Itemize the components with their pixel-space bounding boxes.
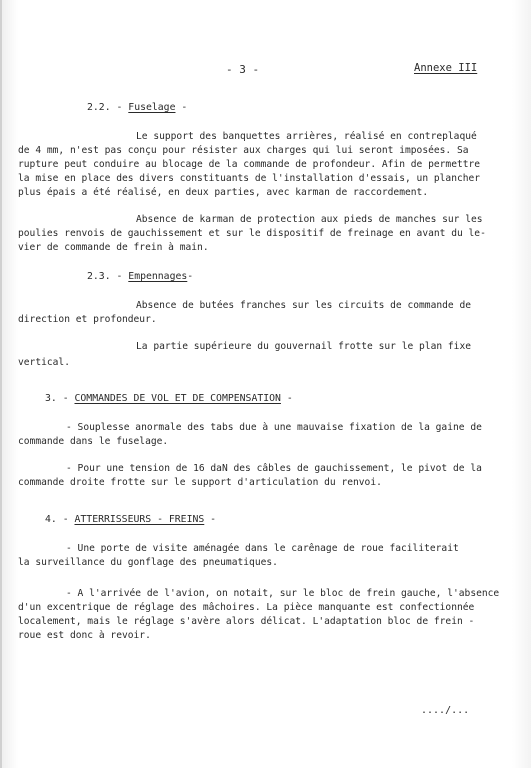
paragraph-line: de 4 mm, n'est pas conçu pour résister aux charges qui lui seront imposées. Sa — [18, 145, 469, 156]
scan-edge-shadow — [0, 0, 2, 768]
paragraph-line: d'un excentrique de réglage des mâchoires. La pièce manquante est confectionnée — [18, 602, 475, 613]
paragraph-line: commande dans le fuselage. — [18, 436, 169, 447]
section-number: 2.3. - — [87, 271, 129, 282]
paragraph-line: - Une porte de visite aménagée dans le carênage de roue faciliterait — [66, 543, 459, 554]
section-number: 3. - — [45, 393, 75, 404]
paragraph-line: direction et profondeur. — [18, 314, 157, 325]
page-number: - 3 - — [226, 63, 260, 76]
annex-label: Annexe III — [414, 62, 478, 74]
section-3-heading — [45, 393, 293, 405]
section-number: 2.2. - — [87, 102, 129, 113]
paragraph-line: rupture peut conduire au blocage de la commande de profondeur. Afin de permettre — [18, 159, 481, 170]
paragraph-line: Absence de karman de protection aux pieds de manches sur les — [136, 214, 483, 225]
paragraph-line: la mise en place des divers constituants de l'installation d'essais, un plancher — [18, 173, 481, 184]
section-number: 4. - — [45, 514, 75, 525]
paragraph-line: - Souplesse anormale des tabs due à une mauvaise fixation de la gaine de — [66, 422, 482, 433]
section-suffix: - — [175, 102, 188, 113]
paragraph-line: La partie supérieure du gouvernail frotte sur le plan fixe — [136, 341, 472, 352]
paragraph-line: Le support des banquettes arrières, réalisé en contreplaqué — [136, 131, 477, 142]
section-suffix: - — [280, 393, 293, 404]
paragraph-line: vertical. — [18, 357, 70, 368]
paragraph-line: - Pour une tension de 16 daN des câbles de gauchissement, le pivot de la — [66, 463, 482, 474]
paragraph-line: la surveillance du gonflage des pneumatiques. — [18, 557, 278, 568]
paragraph-line: localement, mais le réglage s'avère alors délicat. L'adaptation bloc de frein - — [18, 616, 475, 627]
paragraph-line: roue est donc à revoir. — [18, 630, 151, 641]
section-2-2-heading — [87, 102, 187, 114]
paragraph-line: poulies renvois de gauchissement et sur le dispositif de freinage en avant du le- — [18, 228, 486, 239]
paragraph-line: plus épais a été réalisé, en deux parties, avec karman de raccordement. — [18, 187, 429, 198]
section-4-heading — [45, 514, 216, 526]
section-title: COMMANDES DE VOL ET DE COMPENSATION — [74, 393, 281, 404]
paragraph-line: - A l'arrivée de l'avion, on notait, sur le bloc de frein gauche, l'absence — [66, 588, 500, 599]
section-suffix: - — [187, 271, 194, 282]
section-2-3-heading — [87, 271, 193, 283]
continuation-marker: ..../... — [421, 705, 470, 716]
section-suffix: - — [204, 514, 217, 525]
paragraph-line: commande droite frotte sur le support d'articulation du renvoi. — [18, 477, 382, 488]
section-title: ATTERRISSEURS - FREINS — [74, 514, 205, 525]
paragraph-line: vier de commande de frein à main. — [18, 242, 209, 253]
section-title: Empennages — [128, 271, 188, 282]
paragraph-line: Absence de butées franches sur les circuits de commande de — [136, 300, 472, 311]
section-title: Fuselage — [128, 102, 176, 113]
